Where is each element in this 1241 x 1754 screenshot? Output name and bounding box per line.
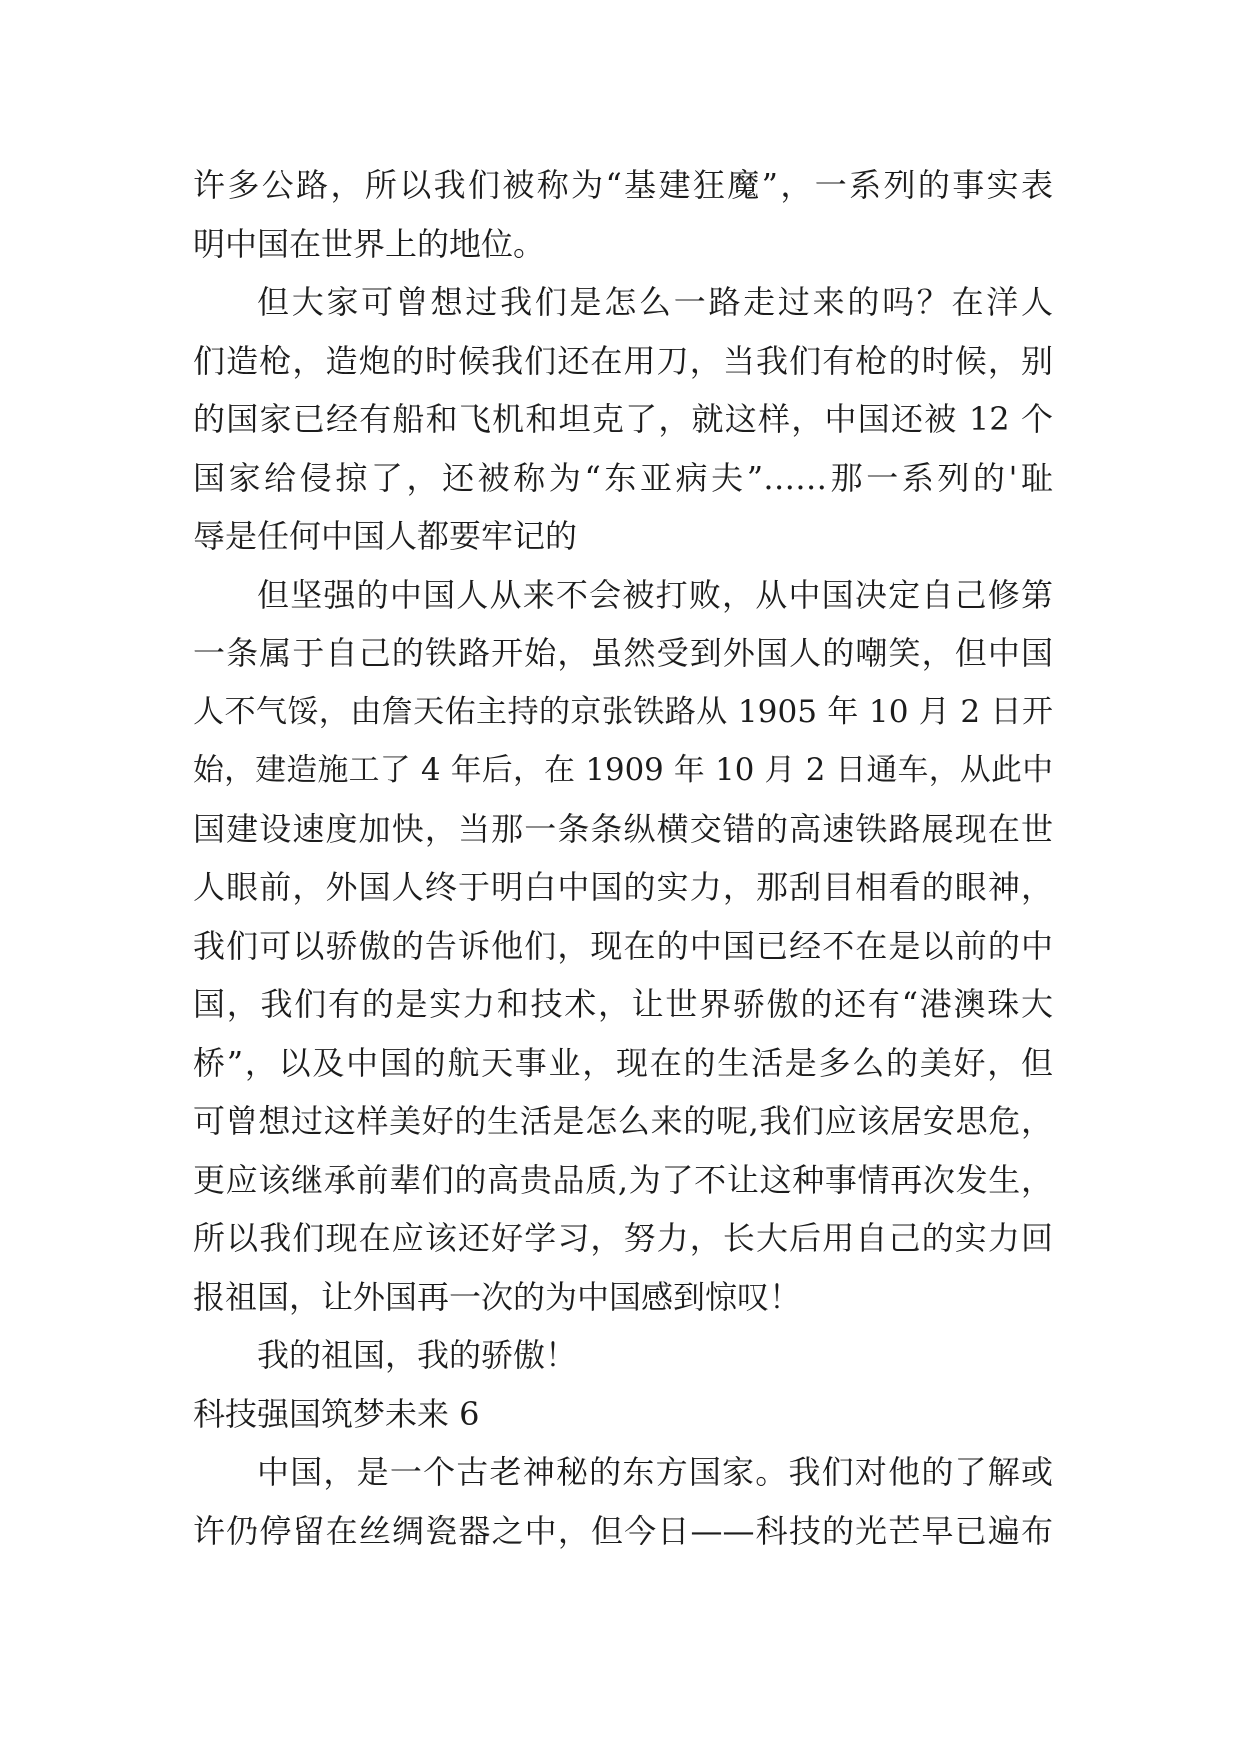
- text-line: 的国家已经有船和飞机和坦克了，就这样，中国还被 12 个: [193, 400, 1053, 438]
- text-line: 桥”，以及中国的航天事业，现在的生活是多么的美好，但: [193, 1043, 1053, 1082]
- document-body: [193, 156, 1053, 1560]
- text-line: 许仍停留在丝绸瓷器之中，但今日——科技的光芒早已遍布: [193, 1511, 1053, 1550]
- text-line: 们造枪，造炮的时候我们还在用刀，当我们有枪的时候，别: [193, 341, 1053, 380]
- text-line: 科技强国筑梦未来 6: [193, 1394, 480, 1433]
- text-line: 中国，是一个古老神秘的东方国家。我们对他的了解或: [257, 1453, 1053, 1491]
- text-line: 国建设速度加快，当那一条条纵横交错的高速铁路展现在世: [193, 809, 1053, 848]
- text-line: 辱是任何中国人都要牢记的: [193, 517, 578, 555]
- text-line: 许多公路，所以我们被称为“基建狂魔”，一系列的事实表: [193, 166, 1053, 204]
- text-line: 国，我们有的是实力和技术，让世界骄傲的还有“港澳珠大: [193, 985, 1053, 1023]
- text-line: 报祖国，让外国再一次的为中国感到惊叹！: [193, 1277, 802, 1316]
- text-line: 更应该继承前辈们的高贵品质,为了不让这种事情再次发生，: [193, 1160, 1053, 1199]
- text-line: 但坚强的中国人从来不会被打败，从中国决定自己修第: [257, 575, 1053, 614]
- text-line: 人不气馁，由詹天佑主持的京张铁路从 1905 年 10 月 2 日开: [193, 693, 1053, 730]
- text-line: 始，建造施工了 4 年后，在 1909 年 10 月 2 日通车，从此中: [193, 752, 1053, 788]
- text-line: 可曾想过这样美好的生活是怎么来的呢,我们应该居安思危，: [193, 1102, 1053, 1140]
- text-line: 我的祖国，我的骄傲！: [257, 1336, 578, 1374]
- text-line: 国家给侵掠了，还被称为“东亚病夫”……那一系列的'耻: [193, 458, 1053, 497]
- text-line: 人眼前，外国人终于明白中国的实力，那刮目相看的眼神，: [193, 868, 1053, 906]
- text-line: 但大家可曾想过我们是怎么一路走过来的吗？在洋人: [257, 283, 1053, 321]
- text-line: 明中国在世界上的地位。: [193, 224, 546, 263]
- text-line: 所以我们现在应该还好学习，努力，长大后用自己的实力回: [193, 1219, 1053, 1257]
- text-line: 我们可以骄傲的告诉他们，现在的中国已经不在是以前的中: [193, 926, 1053, 965]
- text-line: 一条属于自己的铁路开始，虽然受到外国人的嘲笑，但中国: [193, 634, 1053, 672]
